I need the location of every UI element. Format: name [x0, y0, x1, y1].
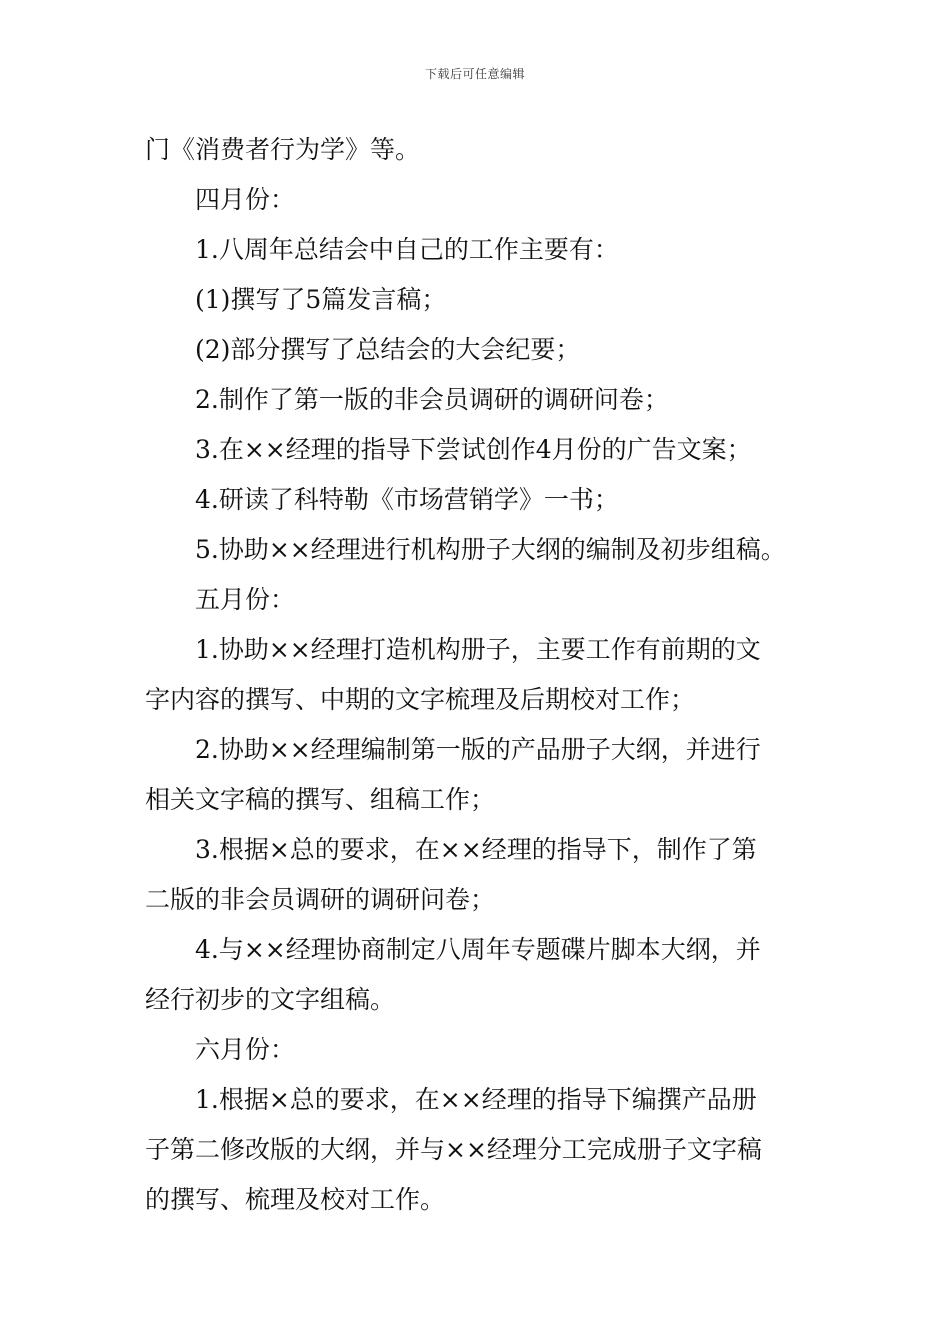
text-line: 4.研读了科特勒《市场营销学》一书；	[195, 485, 619, 514]
text-line: 1.协助××经理打造机构册子，主要工作有前期的文	[195, 635, 761, 664]
text-line: 六月份：	[195, 1035, 296, 1064]
text-line: 5.协助××经理进行机构册子大纲的编制及初步组稿。	[195, 535, 786, 564]
text-line: 经行初步的文字组稿。	[145, 985, 396, 1014]
text-line: 3.在××经理的指导下尝试创作4月份的广告文案；	[195, 435, 752, 464]
text-line: 1.八周年总结会中自己的工作主要有：	[195, 235, 619, 264]
text-line: (2)部分撰写了总结会的大会纪要；	[195, 335, 581, 364]
text-line: 1.根据×总的要求，在××经理的指导下编撰产品册	[195, 1085, 757, 1114]
page-header: 下载后可任意编辑	[424, 67, 525, 81]
text-line: 五月份：	[195, 585, 296, 614]
text-line: 子第二修改版的大纲，并与××经理分工完成册子文字稿	[145, 1135, 762, 1164]
text-line: 3.根据×总的要求，在××经理的指导下，制作了第	[195, 835, 757, 864]
document-body	[145, 125, 810, 1225]
text-line: 2.制作了第一版的非会员调研的调研问卷；	[195, 385, 669, 414]
text-line: 四月份：	[195, 185, 296, 214]
text-line: 二版的非会员调研的调研问卷；	[145, 885, 496, 914]
text-line: 4.与××经理协商制定八周年专题碟片脚本大纲，并	[195, 935, 761, 964]
text-line: 相关文字稿的撰写、组稿工作；	[145, 785, 496, 814]
text-line: 的撰写、梳理及校对工作。	[145, 1185, 446, 1214]
text-line: 2.协助××经理编制第一版的产品册子大纲，并进行	[195, 735, 761, 764]
text-line: 门《消费者行为学》等。	[145, 135, 421, 164]
text-line: (1)撰写了5篇发言稿；	[195, 285, 447, 314]
text-line: 字内容的撰写、中期的文字梳理及后期校对工作；	[145, 685, 696, 714]
